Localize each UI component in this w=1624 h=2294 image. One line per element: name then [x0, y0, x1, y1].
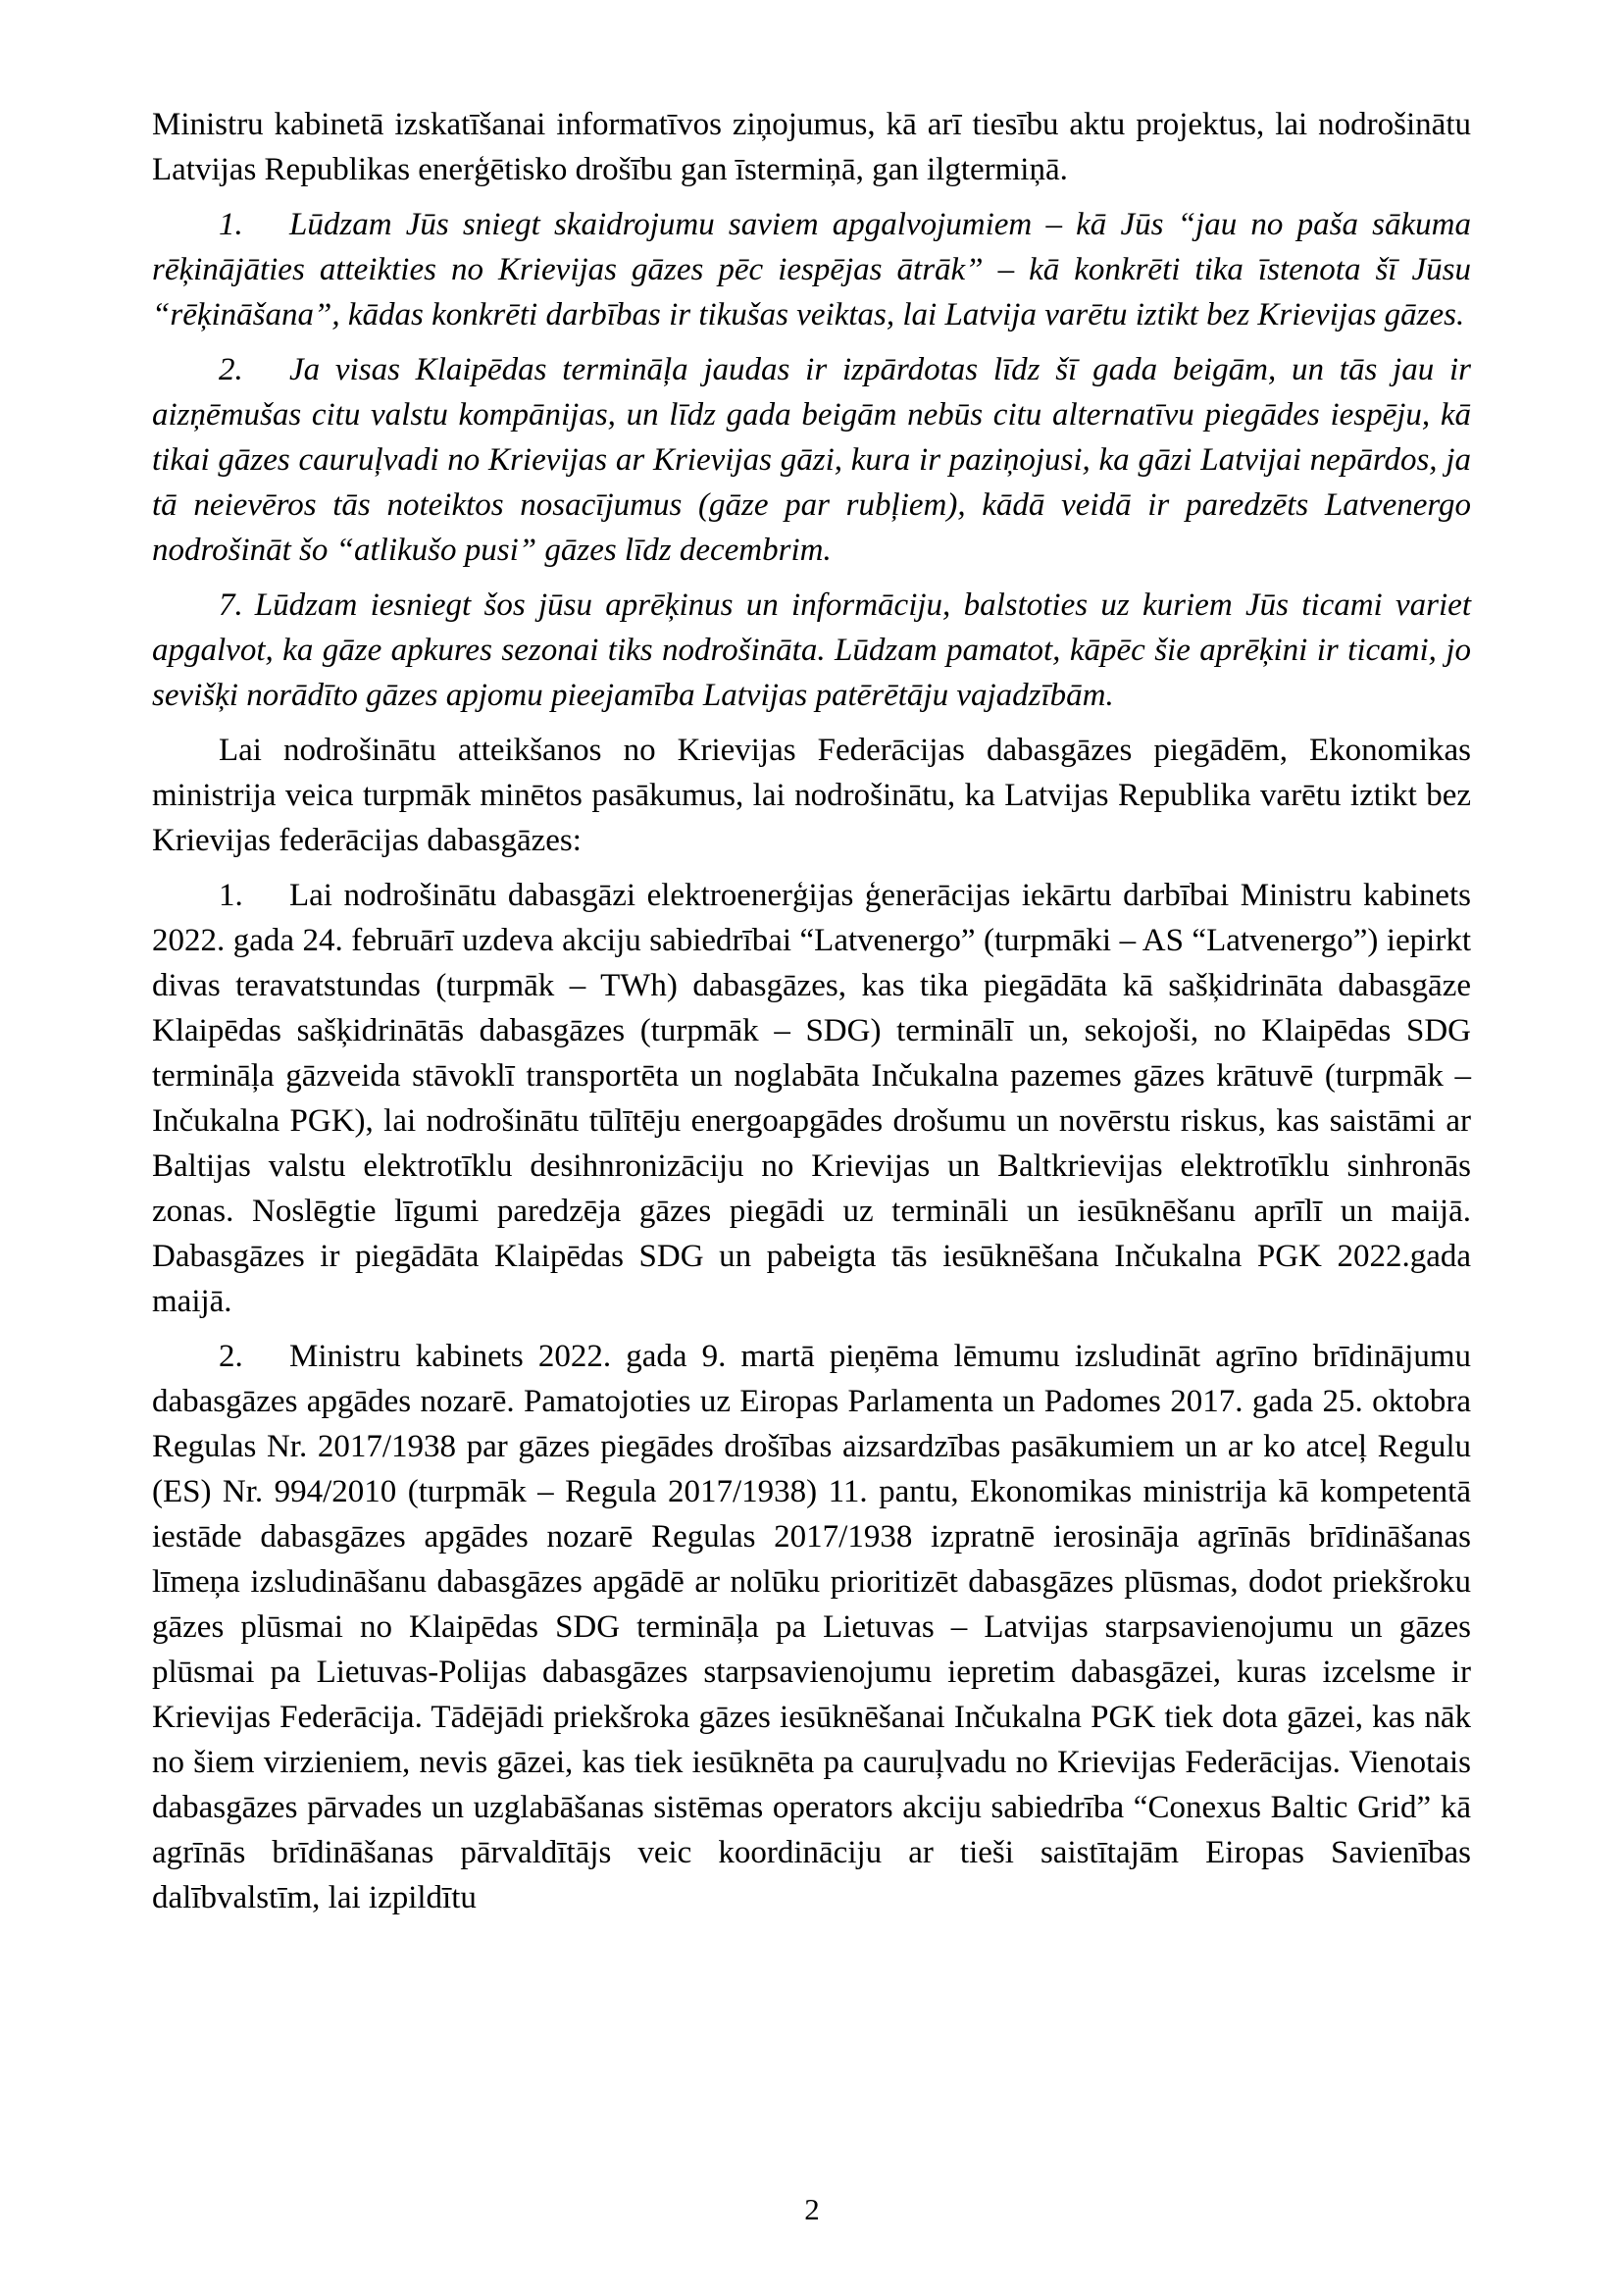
page-number: 2	[804, 2192, 820, 2226]
item-number: 1.	[219, 207, 243, 242]
paragraph-text: Ja visas Klaipēdas termināļa jaudas ir izpārdotas līdz šī gada beigām, un tās jau ir aizņēmušas citu valstu kompānijas, un līdz gada beigām nebūs citu alternatīvu piegādes iespēju, kā tikai gāzes cauruļvadi no Krievijas ar Krievijas gāzi, kura ir paziņojusi, ka gāzi Latvijai nepārdos, ja tā neievēros tās noteiktos nosacījumus (gāze par rubļiem), kādā veidā ir paredzēts Latvenergo nodrošināt šo “atlikušo pusi” gāzes līdz decembrim.	[152, 352, 1471, 568]
paragraph-text: Lai nodrošinātu dabasgāzi elektroenerģijas ģenerācijas iekārtu darbībai Ministru kabinets 2022. gada 24. februārī uzdeva akciju sabiedrībai “Latvenergo” (turpmāki – AS “Latvenergo”) iepirkt divas teravatstundas (turpmāk – TWh) dabasgāzes, kas tika piegādāta kā sašķidrināta dabasgāze Klaipēdas sašķidrinātās dabasgāzes (turpmāk – SDG) terminālī un, sekojoši, no Klaipēdas SDG termināļa gāzveida stāvoklī transportēta un noglabāta Inčukalna pazemes gāzes krātuvē (turpmāk – Inčukalna PGK), lai nodrošinātu tūlītēju energoapgādes drošumu un novērstu riskus, kas saistāmi ar Baltijas valstu elektrotīklu desihnronizāciju no Krievijas un Baltkrievijas elektrotīklu sinhronās zonas. Noslēgtie līgumi paredzēja gāzes piegādi uz termināli un iesūknēšanu aprīlī un maijā. Dabasgāzes ir piegādāta Klaipēdas SDG un pabeigta tās iesūknēšana Inčukalna PGK 2022.gada maijā.	[152, 878, 1471, 1319]
item-number: 2.	[219, 352, 243, 387]
measure-item-1	[152, 873, 1471, 1324]
item-number: 1.	[219, 878, 243, 913]
measure-item-2	[152, 1334, 1471, 1920]
paragraph-text: Lūdzam Jūs sniegt skaidrojumu saviem apgalvojumiem – kā Jūs “jau no paša sākuma rēķinājāties atteikties no Krievijas gāzes pēc iespējas ātrāk” – kā konkrēti tika īstenota šī Jūsu “rēķināšana”, kādas konkrēti darbības ir tikušas veiktas, lai Latvija varētu iztikt bez Krievijas gāzes.	[152, 207, 1471, 332]
question-item-7	[152, 583, 1471, 718]
item-number: 7.	[219, 587, 243, 623]
paragraph-text: Lai nodrošinātu atteikšanos no Krievijas Federācijas dabasgāzes piegādēm, Ekonomikas ministrija veica turpmāk minētos pasākumus, lai nodrošinātu, ka Latvijas Republika varētu iztikt bez Krievijas federācijas dabasgāzes:	[152, 733, 1471, 858]
question-item-2	[152, 347, 1471, 573]
question-item-1	[152, 202, 1471, 337]
paragraph-text: Ministru kabinets 2022. gada 9. martā pieņēma lēmumu izsludināt agrīno brīdinājumu dabasgāzes apgādes nozarē. Pamatojoties uz Eiropas Parlamenta un Padomes 2017. gada 25. oktobra Regulas Nr. 2017/1938 par gāzes piegādes drošības aizsardzības pasākumiem un ar ko atceļ Regulu (ES) Nr. 994/2010 (turpmāk – Regula 2017/1938) 11. pantu, Ekonomikas ministrija kā kompetentā iestāde dabasgāzes apgādes nozarē Regulas 2017/1938 izpratnē ierosināja agrīnās brīdināšanas līmeņa izsludināšanu dabasgāzes apgādē ar nolūku prioritizēt dabasgāzes plūsmas, dodot priekšroku gāzes plūsmai no Klaipēdas SDG termināļa pa Lietuvas – Latvijas starpsavienojumu un gāzes plūsmai pa Lietuvas-Polijas dabasgāzes starpsavienojumu iepretim dabasgāzei, kuras izcelsme ir Krievijas Federācija. Tādējādi priekšroka gāzes iesūknēšanai Inčukalna PGK tiek dota gāzei, kas nāk no šiem virzieniem, nevis gāzei, kas tiek iesūknēta pa cauruļvadu no Krievijas Federācijas. Vienotais dabasgāzes pārvades un uzglabāšanas sistēmas operators akciju sabiedrība “Conexus Baltic Grid” kā agrīnās brīdināšanas pārvaldītājs veic koordināciju ar tieši saistītajām Eiropas Savienības dalībvalstīm, lai izpildītu	[152, 1339, 1471, 1915]
item-number: 2.	[219, 1339, 243, 1374]
paragraph-text: Ministru kabinetā izskatīšanai informatīvos ziņojumus, kā arī tiesību aktu projektus, lai nodrošinātu Latvijas Republikas enerģētisko drošību gan īstermiņā, gan ilgtermiņā.	[152, 107, 1471, 187]
paragraph-text: Lūdzam iesniegt šos jūsu aprēķinus un informāciju, balstoties uz kuriem Jūs ticami variet apgalvot, ka gāze apkures sezonai tiks nodrošināta. Lūdzam pamatot, kāpēc šie aprēķini ir ticami, jo sevišķi norādīto gāzes apjomu pieejamība Latvijas patērētāju vajadzībām.	[152, 587, 1471, 713]
measures-intro-paragraph	[152, 728, 1471, 863]
continuation-paragraph	[152, 102, 1471, 192]
